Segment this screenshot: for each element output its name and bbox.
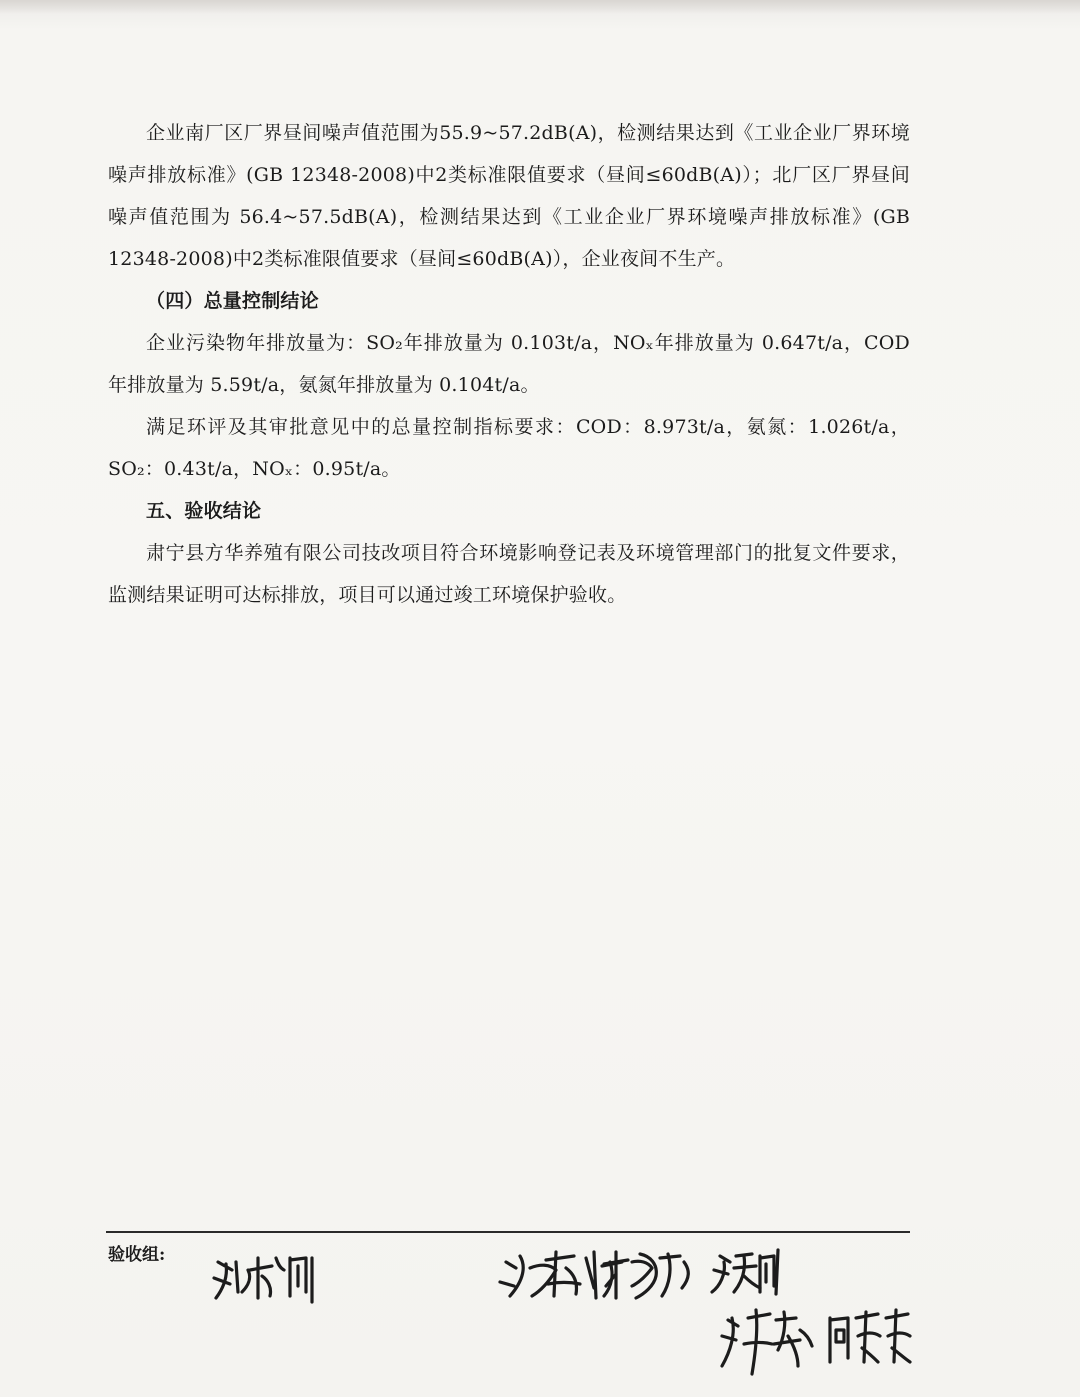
section-4-heading: （四）总量控制结论 — [146, 290, 319, 312]
signature-3 — [604, 1252, 688, 1298]
emissions-paragraph: 企业污染物年排放量为：SO₂年排放量为 0.103t/a，NOₓ年排放量为 0.647t/a，COD 年排放量为 5.59t/a，氨氮年排放量为 0.104t/a。 — [108, 332, 910, 396]
limits-paragraph: 满足环评及其审批意见中的总量控制指标要求：COD：8.973t/a，氨氮：1.026t/a，SO₂：0.43t/a，NOₓ：0.95t/a。 — [108, 416, 910, 480]
inspection-group-label: 验收组: — [108, 1245, 166, 1265]
signature-1 — [214, 1258, 312, 1302]
section-5-heading: 五、验收结论 — [146, 500, 262, 522]
noise-paragraph: 企业南厂区厂界昼间噪声值范围为55.9~57.2dB(A)，检测结果达到《工业企业厂界环境噪声排放标准》(GB 12348-2008)中2类标准限值要求（昼间≤60dB(A)）；北厂区厂界昼间噪声值范围为 56.4~57.5dB(A)，检测结果达到《工业企业厂界环境噪声排放标准》(GB 12348-2008)中2类标准限值要求（昼间≤60dB(A)），企业夜间不生产。 — [108, 122, 910, 270]
conclusion-paragraph: 肃宁县方华养殖有限公司技改项目符合环境影响登记表及环境管理部门的批复文件要求，监测结果证明可达标排放，项目可以通过竣工环境保护验收。 — [108, 542, 910, 606]
signature-2 — [500, 1252, 622, 1298]
signature-5 — [722, 1310, 812, 1374]
signature-4 — [712, 1250, 778, 1294]
signature-6 — [830, 1310, 910, 1362]
